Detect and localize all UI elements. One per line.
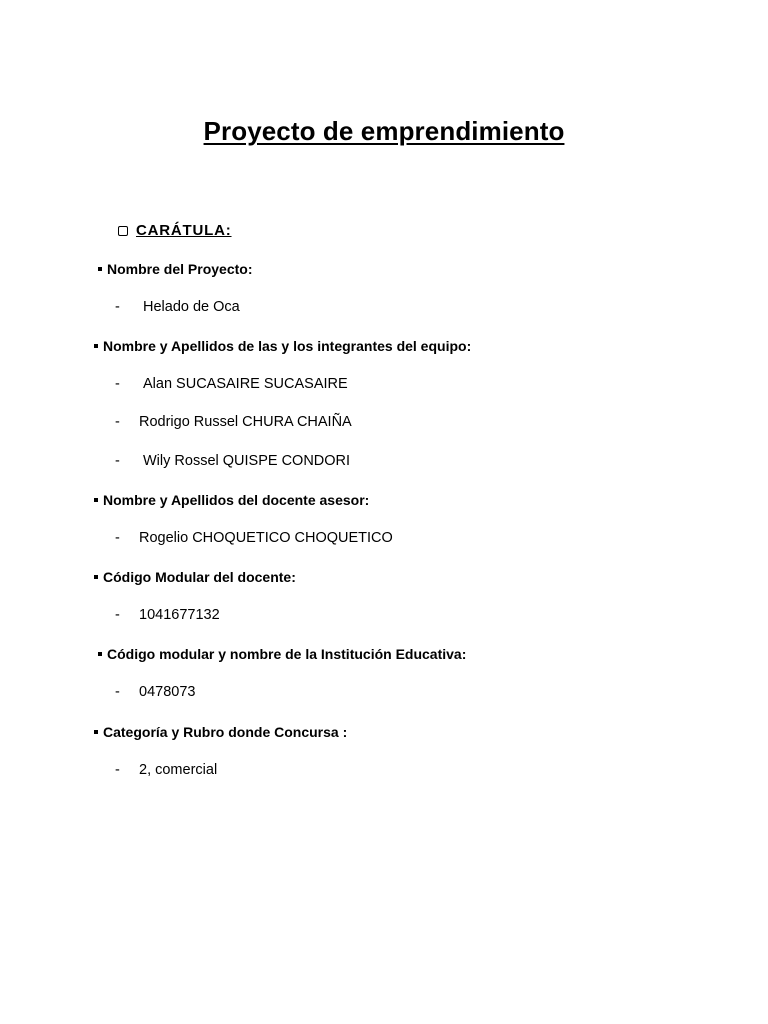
bullet-icon — [98, 652, 102, 656]
list-item — [115, 376, 348, 392]
list-item — [115, 684, 195, 700]
list-item — [115, 530, 393, 546]
section-heading-teacher-code — [94, 569, 296, 585]
page-title: Proyecto de emprendimiento — [203, 116, 565, 146]
bullet-icon — [94, 344, 98, 348]
dash-icon: - — [115, 684, 120, 700]
cover-label: CARÁTULA: — [136, 222, 232, 239]
item-text: Alan SUCASAIRE SUCASAIRE — [143, 376, 348, 392]
dash-icon: - — [115, 376, 120, 392]
section-heading-institution — [98, 646, 466, 662]
heading-text: Código Modular del docente: — [103, 569, 296, 585]
item-text: Rodrigo Russel CHURA CHAIÑA — [139, 414, 352, 430]
dash-icon: - — [115, 414, 120, 430]
item-text: 1041677132 — [139, 607, 220, 623]
dash-icon: - — [115, 607, 120, 623]
list-item — [115, 414, 352, 430]
bullet-icon — [98, 267, 102, 271]
bullet-icon — [94, 498, 98, 502]
list-item — [115, 607, 220, 623]
dash-icon: - — [115, 762, 120, 778]
section-heading-team-members — [94, 338, 471, 354]
heading-text: Nombre del Proyecto: — [107, 261, 253, 277]
heading-text: Categoría y Rubro donde Concursa : — [103, 724, 348, 740]
list-item — [115, 453, 350, 469]
section-heading-project-name — [98, 261, 252, 277]
section-heading-category — [94, 724, 347, 740]
dash-icon: - — [115, 299, 120, 315]
section-heading-advisor — [94, 492, 369, 508]
item-text: 0478073 — [139, 684, 196, 700]
list-item — [115, 299, 240, 315]
checkbox-icon — [118, 226, 128, 236]
dash-icon: - — [115, 530, 120, 546]
cover-section — [118, 222, 232, 239]
item-text: Rogelio CHOQUETICO CHOQUETICO — [139, 530, 393, 546]
list-item — [115, 762, 217, 778]
item-text: Helado de Oca — [143, 299, 240, 315]
heading-text: Código modular y nombre de la Institución Educativa: — [107, 646, 467, 662]
item-text: Wily Rossel QUISPE CONDORI — [143, 453, 351, 469]
bullet-icon — [94, 575, 98, 579]
bullet-icon — [94, 730, 98, 734]
heading-text: Nombre y Apellidos de las y los integrantes del equipo: — [103, 338, 472, 354]
heading-text: Nombre y Apellidos del docente asesor: — [103, 492, 370, 508]
dash-icon: - — [115, 453, 120, 469]
item-text: 2, comercial — [139, 762, 218, 778]
